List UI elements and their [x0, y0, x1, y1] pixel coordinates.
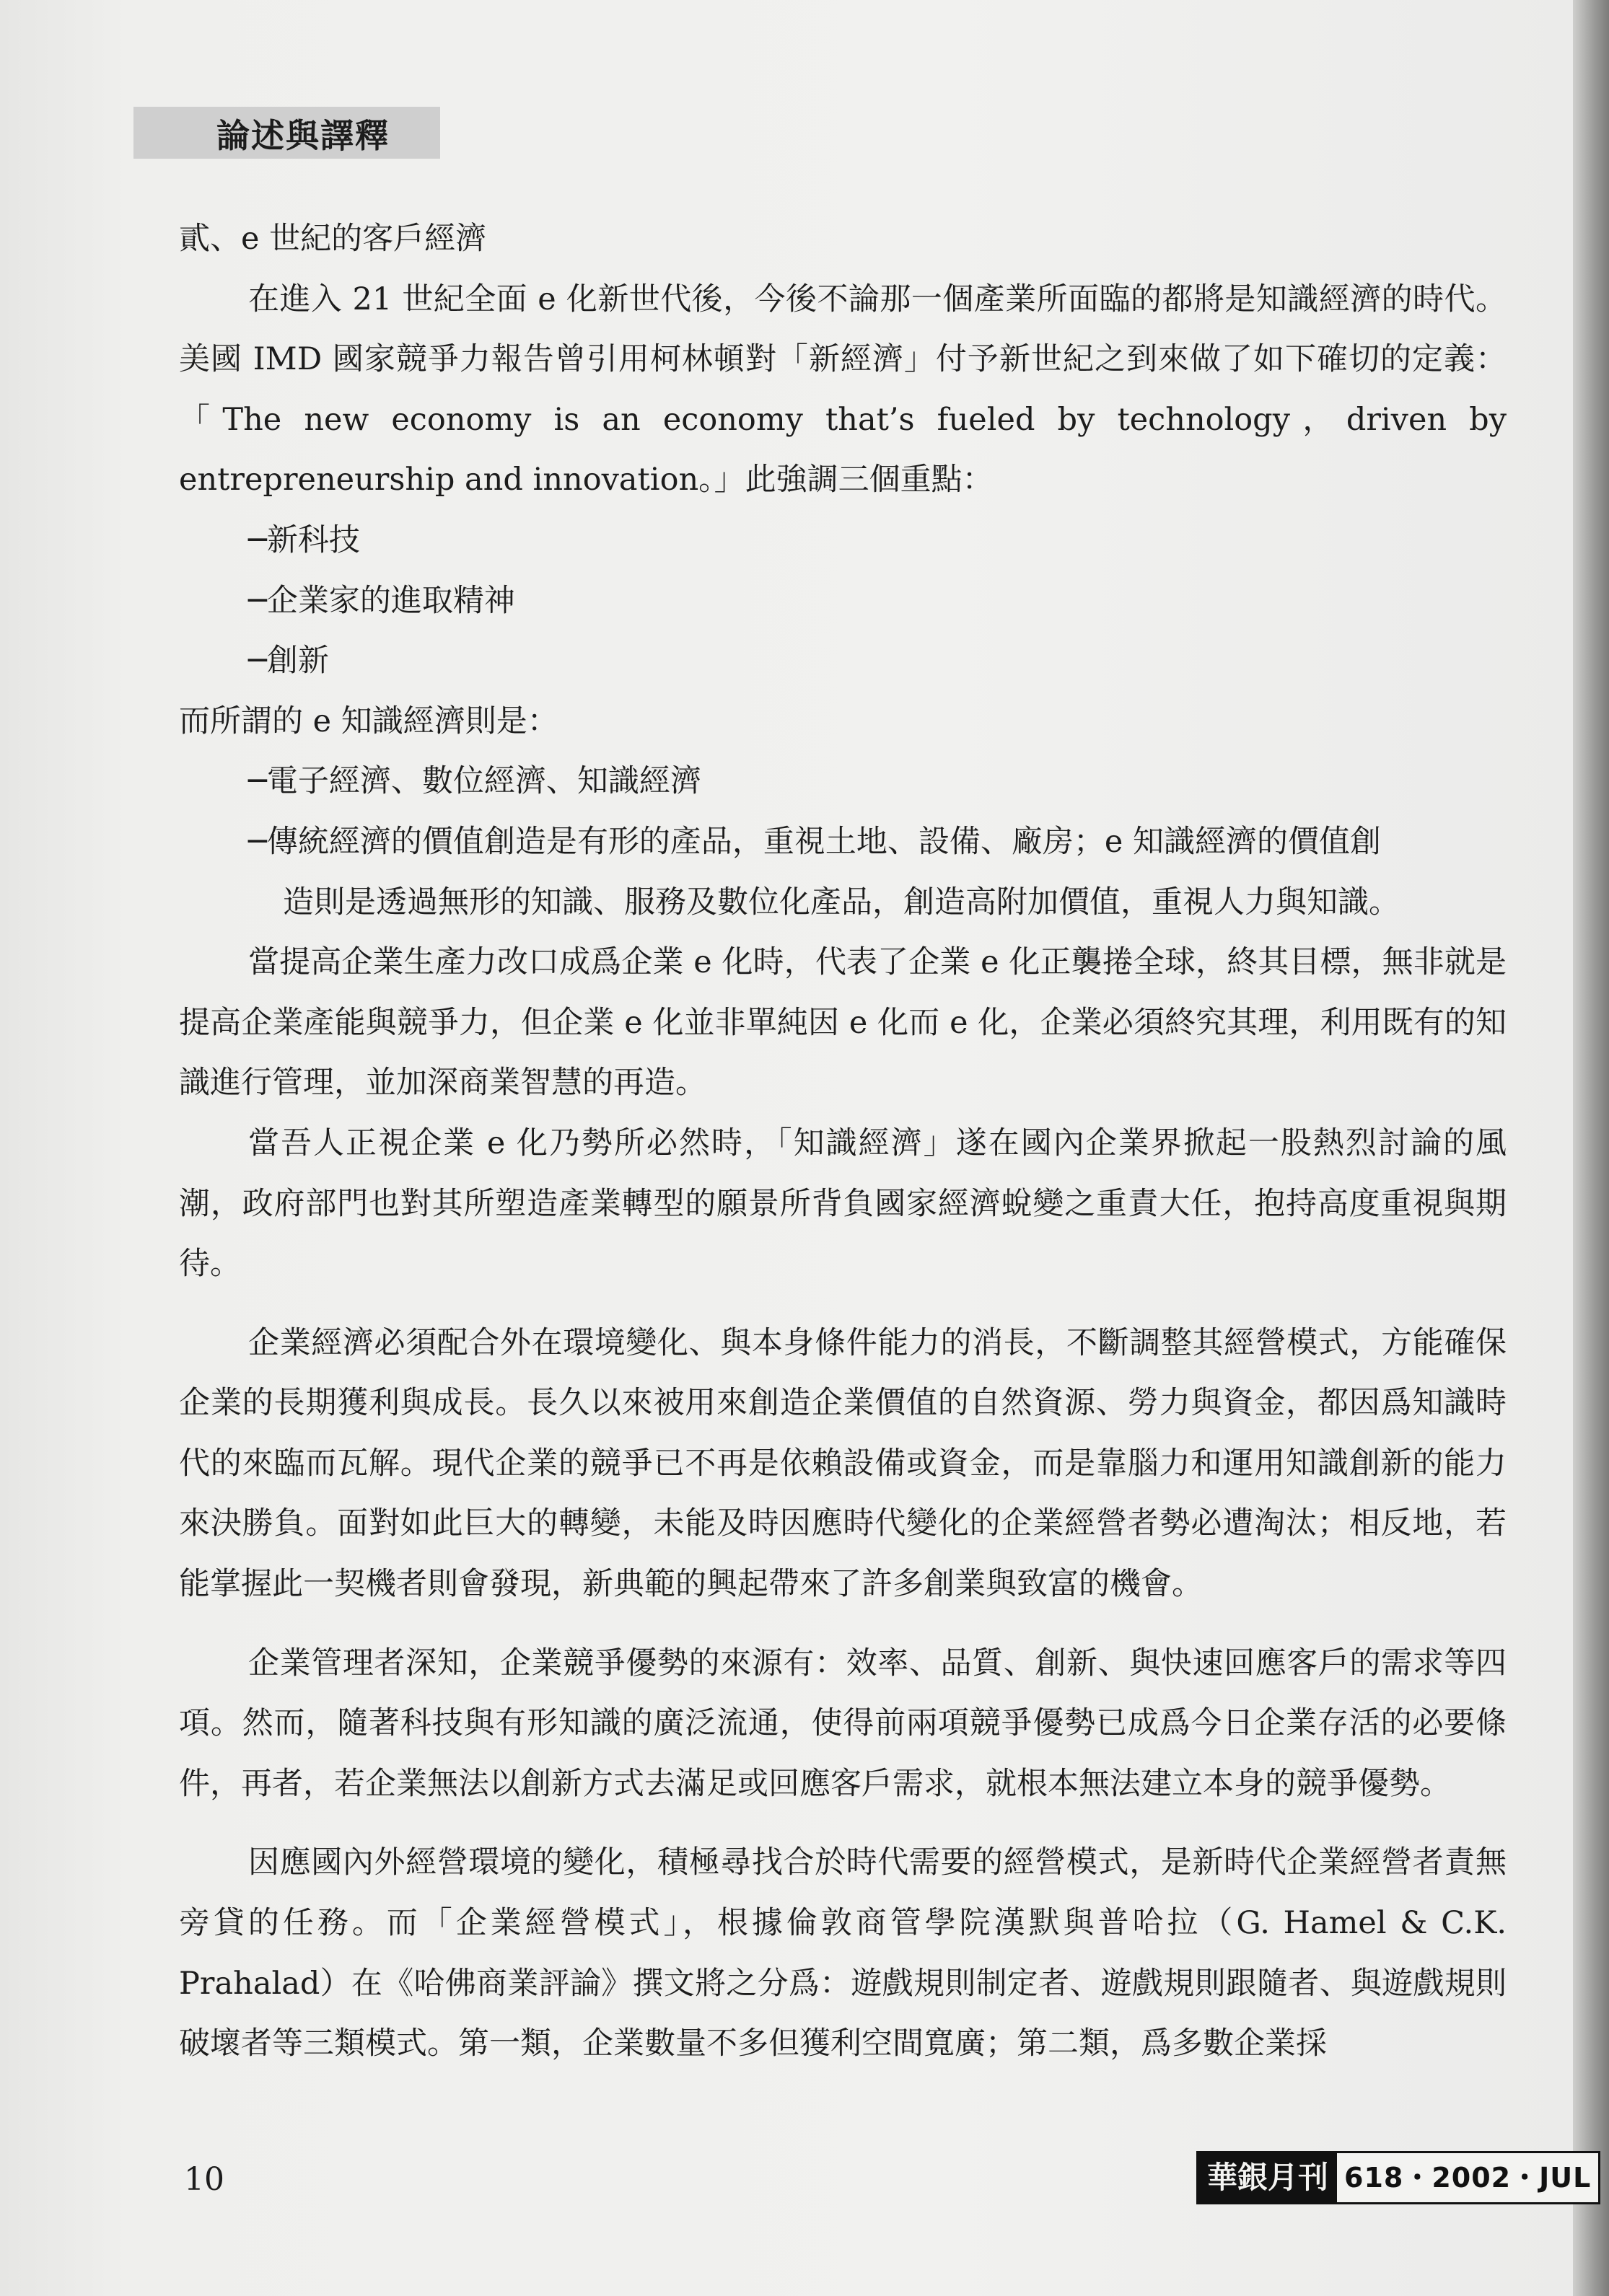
- book-spine-edge: [1573, 0, 1609, 2296]
- article-body: [179, 209, 1507, 2075]
- paragraph: 企業經濟必須配合外在環境變化、與本身條件能力的消長，不斷調整其經營模式，方能確保企業的長期獲利與成長。長久以來被用來創造企業價值的自然資源、勞力與資金，都因爲知識時代的來臨而瓦解。現代企業的競爭已不再是依賴設備或資金，而是靠腦力和運用知識創新的能力來決勝負。面對如此巨大的轉變，未能及時因應時代變化的企業經營者勢必遭淘汰；相反地，若能掌握此一契機者則會發現，新典範的興起帶來了許多創業與致富的機會。: [179, 1324, 1507, 1603]
- bullet-item-continuation: 造則是透過無形的知識、服務及數位化產品，創造高附加價值，重視人力與知識。: [283, 884, 1400, 920]
- bullet-item-text: ─傳統經濟的價值創造是有形的產品，重視土地、設備、廠房；e 知識經濟的價值創: [248, 823, 1382, 860]
- bullet-item: ─新科技: [248, 522, 360, 558]
- bullet-item: [179, 812, 1507, 933]
- bullet-item: ─電子經濟、數位經濟、知識經濟: [248, 763, 701, 800]
- page-number: 10: [184, 2161, 224, 2198]
- section-header-label: 論述與譯釋: [216, 116, 390, 155]
- paragraph: 而所謂的 e 知識經濟則是：: [179, 703, 558, 739]
- paragraph: 當提高企業生產力改口成爲企業 e 化時，代表了企業 e 化正襲捲全球，終其目標，無非就是提高企業產能與競爭力，但企業 e 化並非單純因 e 化而 e 化，企業必須終究其理，利用既有的知識進行管理，並加深商業智慧的再造。: [179, 944, 1507, 1101]
- journal-name: 華銀月刊: [1198, 2153, 1337, 2202]
- paragraph: 當吾人正視企業 e 化乃勢所必然時，「知識經濟」遂在國內企業界掀起一股熱烈討論的風潮，政府部門也對其所塑造產業轉型的願景所背負國家經濟蛻變之重責大任，抱持高度重視與期待。: [179, 1125, 1507, 1283]
- paragraph: 在進入 21 世紀全面 e 化新世代後，今後不論那一個產業所面臨的都將是知識經濟的時代。美國 IMD 國家競爭力報告曾引用柯林頓對「新經濟」付予新世紀之到來做了如下確切的定義：「The new economy is an economy that’s fueled by technology，driven by entrepreneurship and innovation。」此強調三個重點：: [179, 281, 1507, 498]
- section-heading: 貳、e 世紀的客戶經濟: [179, 221, 487, 257]
- bullet-item: ─企業家的進取精神: [248, 582, 515, 619]
- journal-badge: [1196, 2151, 1600, 2204]
- paragraph: 企業管理者深知，企業競爭優勢的來源有：效率、品質、創新、與快速回應客戶的需求等四項。然而，隨著科技與有形知識的廣泛流通，使得前兩項競爭優勢已成爲今日企業存活的必要條件，再者，若企業無法以創新方式去滿足或回應客戶需求，就根本無法建立本身的競爭優勢。: [179, 1645, 1507, 1802]
- bullet-item: ─創新: [248, 643, 329, 679]
- journal-issue: 618・2002・JUL: [1337, 2153, 1598, 2202]
- paragraph: 因應國內外經營環境的變化，積極尋找合於時代需要的經營模式，是新時代企業經營者責無旁貸的任務。而「企業經營模式」，根據倫敦商管學院漢默與普哈拉（G. Hamel & C.K. Prahalad）在《哈佛商業評論》撰文將之分爲：遊戲規則制定者、遊戲規則跟隨者、與遊戲規則破壞者等三類模式。第一類，企業數量不多但獲利空間寬廣；第二類，爲多數企業採: [179, 1844, 1507, 2062]
